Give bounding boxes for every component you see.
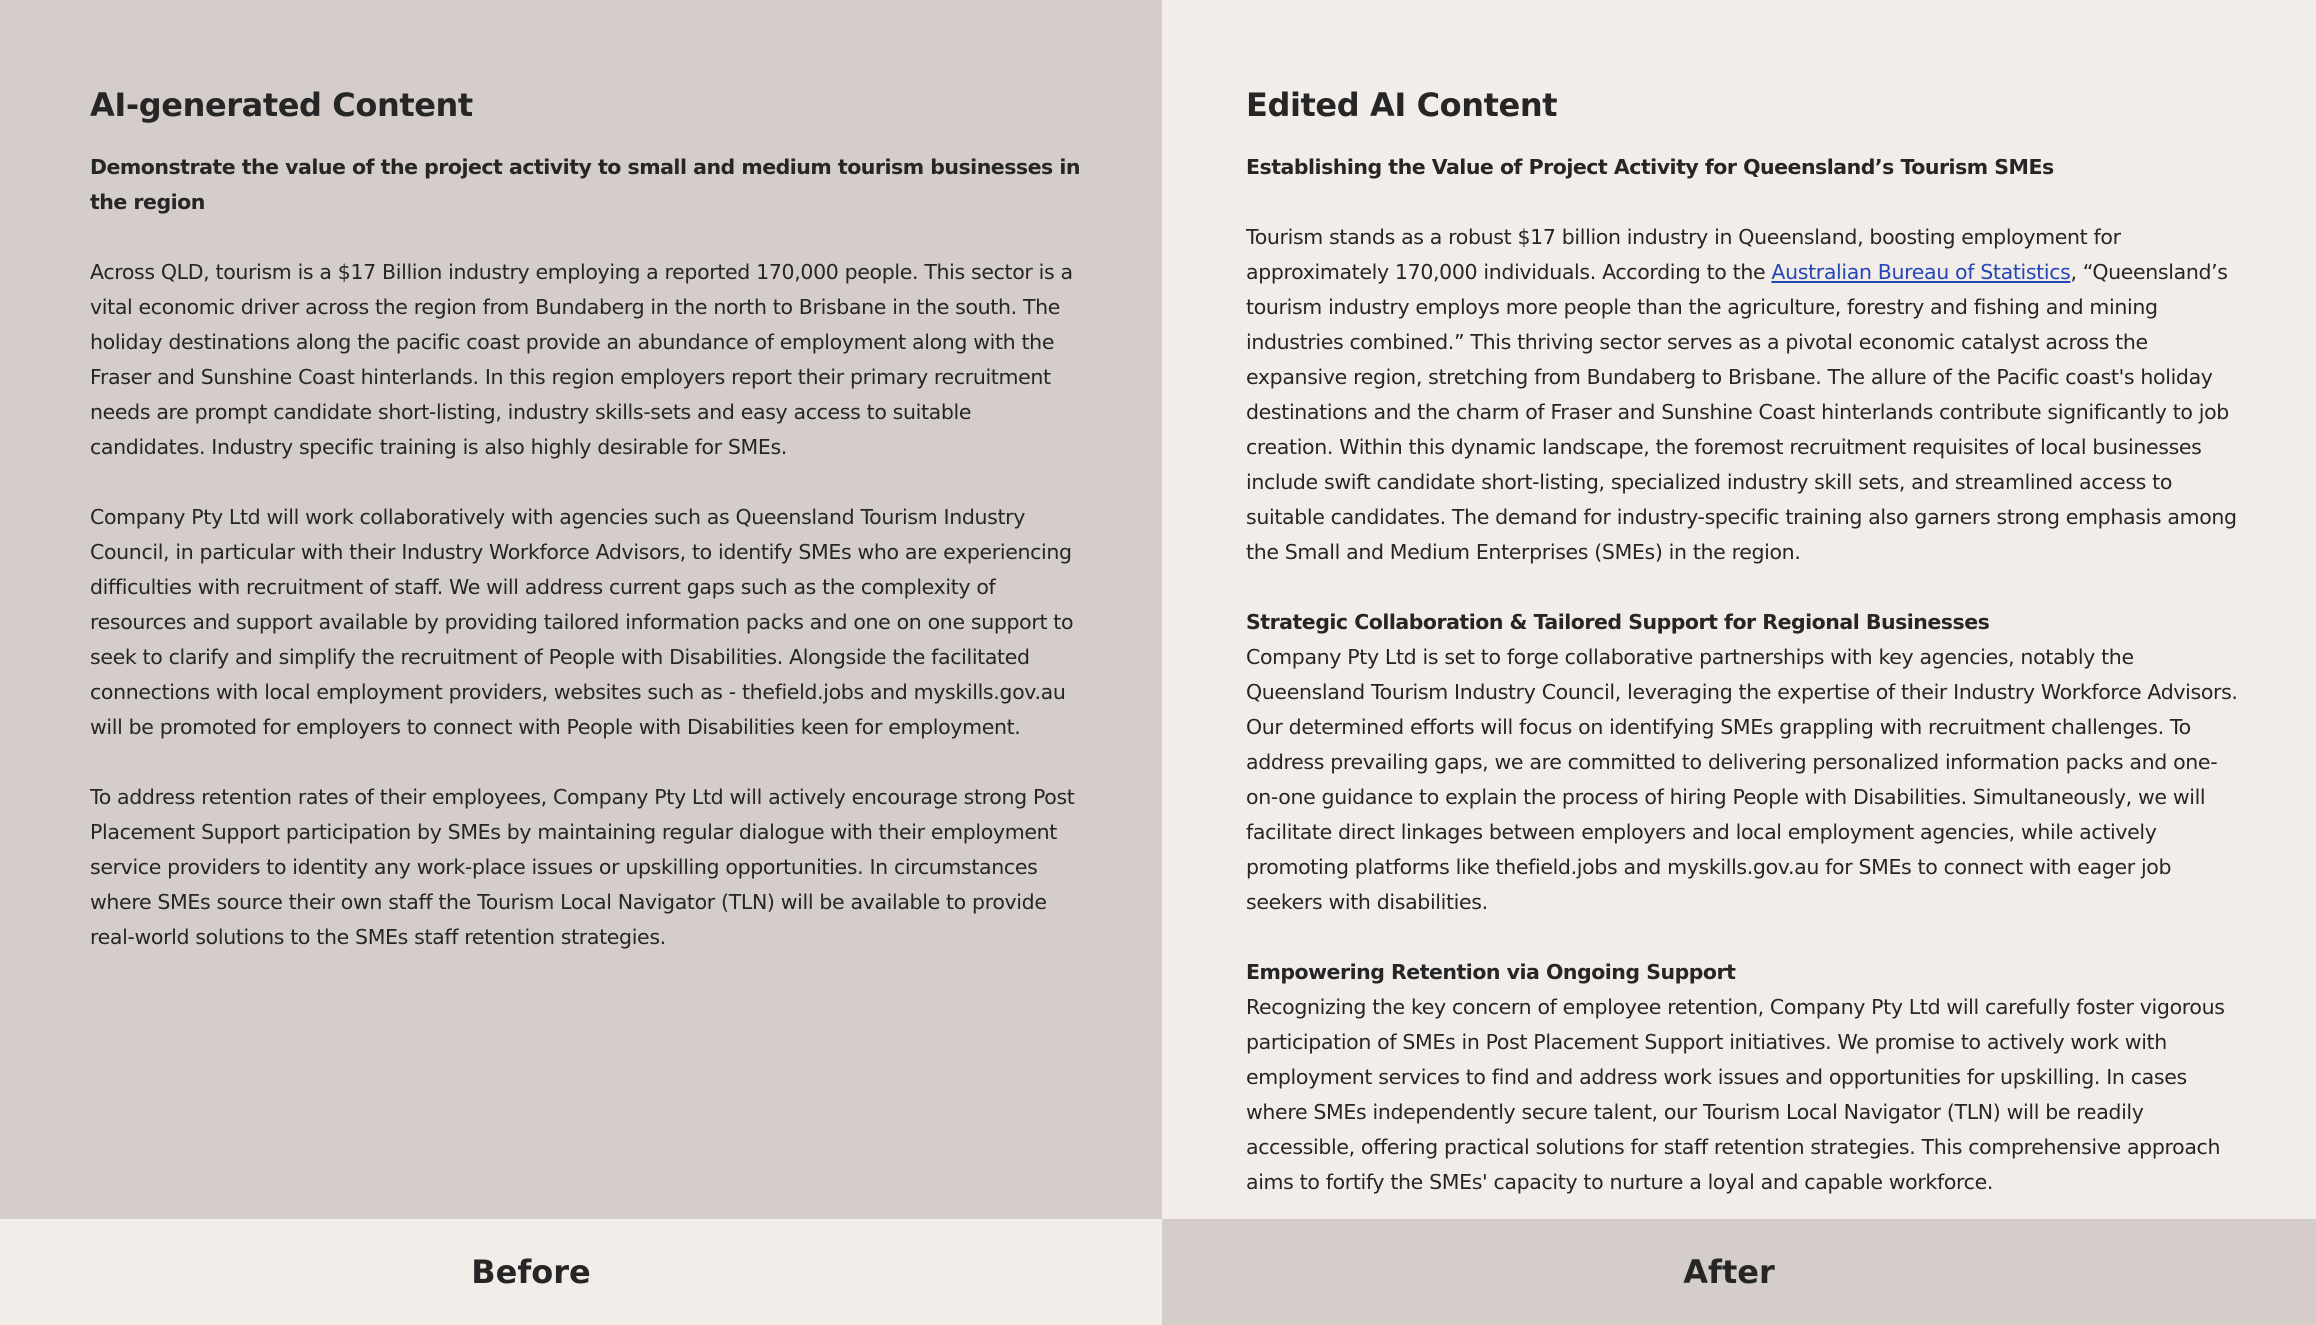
after-panel [1162,0,2316,1219]
before-label: Before [471,1253,591,1291]
after-intro-paragraph [1246,220,2246,570]
before-title: AI-generated Content [90,86,473,124]
after-section2-heading: Empowering Retention via Ongoing Support [1246,960,1736,984]
before-paragraph-3: To address retention rates of their employees, Company Pty Ltd will actively encourage strong Post Placement Support participation by SMEs by maintaining regular dialogue with their employment service providers to identity any work-place issues or upskilling opportunities. In circumstances where SMEs source their own staff the Tourism Local Navigator (TLN) will be available to provide real-world solutions to the SMEs staff retention strategies. [90,785,1075,949]
after-subtitle: Establishing the Value of Project Activity for Queensland’s Tourism SMEs [1246,155,2054,179]
before-paragraph-2: Company Pty Ltd will work collaboratively with agencies such as Queensland Tourism Industry Council, in particular with their Industry Workforce Advisors, to identify SMEs who are experiencing difficulties with recruitment of staff. We will address current gaps such as the complexity of resources and support available by providing tailored information packs and one on one support to seek to clarify and simplify the recruitment of People with Disabilities. Alongside the facilitated connections with local employment providers, websites such as - thefield.jobs and myskills.gov.au will be promoted for employers to connect with People with Disabilities keen for employment. [90,505,1074,739]
after-footer [1162,1219,2316,1325]
after-section1-body: Company Pty Ltd is set to forge collaborative partnerships with key agencies, notably the Queensland Tourism Industry Council, leveraging the expertise of their Industry Workforce Advisors. Our determined efforts will focus on identifying SMEs grappling with recruitment challenges. To address prevailing gaps, we are committed to delivering personalized information packs and one-on-one guidance to explain the process of hiring People with Disabilities. Simultaneously, we will facilitate direct linkages between employers and local employment agencies, while actively promoting platforms like thefield.jobs and myskills.gov.au for SMEs to connect with eager job seekers with disabilities. [1246,645,2238,914]
after-section2-body: Recognizing the key concern of employee retention, Company Pty Ltd will carefully foster vigorous participation of SMEs in Post Placement Support initiatives. We promise to actively work with employment services to find and address work issues and opportunities for upskilling. In cases where SMEs independently secure talent, our Tourism Local Navigator (TLN) will be readily accessible, offering practical solutions for staff retention strategies. This comprehensive approach aims to fortify the SMEs' capacity to nurture a loyal and capable workforce. [1246,995,2225,1194]
before-paragraph-1: Across QLD, tourism is a $17 Billion industry employing a reported 170,000 people. This sector is a vital economic driver across the region from Bundaberg in the north to Brisbane in the south. The holiday destinations along the pacific coast provide an abundance of employment along with the Fraser and Sunshine Coast hinterlands. In this region employers report their primary recruitment needs are prompt candidate short-listing, industry skills-sets and easy access to suitable candidates. Industry specific training is also highly desirable for SMEs. [90,260,1073,459]
before-footer [0,1219,1162,1325]
after-label: After [1683,1253,1775,1291]
before-subtitle: Demonstrate the value of the project activity to small and medium tourism businesses in the region [90,155,1080,214]
before-panel [0,0,1162,1219]
after-title: Edited AI Content [1246,86,1558,124]
after-intro-text-start: Tourism stands as a robust $17 billion industry in Queensland, boosting employment for approximately 170,000 individuals. According to the [1246,225,2121,284]
abs-link[interactable]: Australian Bureau of Statistics [1771,260,2071,284]
after-intro-text-end: , “Queensland’s tourism industry employs more people than the agriculture, forestry and fishing and mining industries combined.” This thriving sector serves as a pivotal economic catalyst across the expansive region, stretching from Bundaberg to Brisbane. The allure of the Pacific coast's holiday destinations and the charm of Fraser and Sunshine Coast hinterlands contribute significantly to job creation. Within this dynamic landscape, the foremost recruitment requisites of local businesses include swift candidate short-listing, specialized industry skill sets, and streamlined access to suitable candidates. The demand for industry-specific training also garners strong emphasis among the Small and Medium Enterprises (SMEs) in the region. [1246,260,2237,564]
after-section1-heading: Strategic Collaboration & Tailored Support for Regional Businesses [1246,610,1990,634]
